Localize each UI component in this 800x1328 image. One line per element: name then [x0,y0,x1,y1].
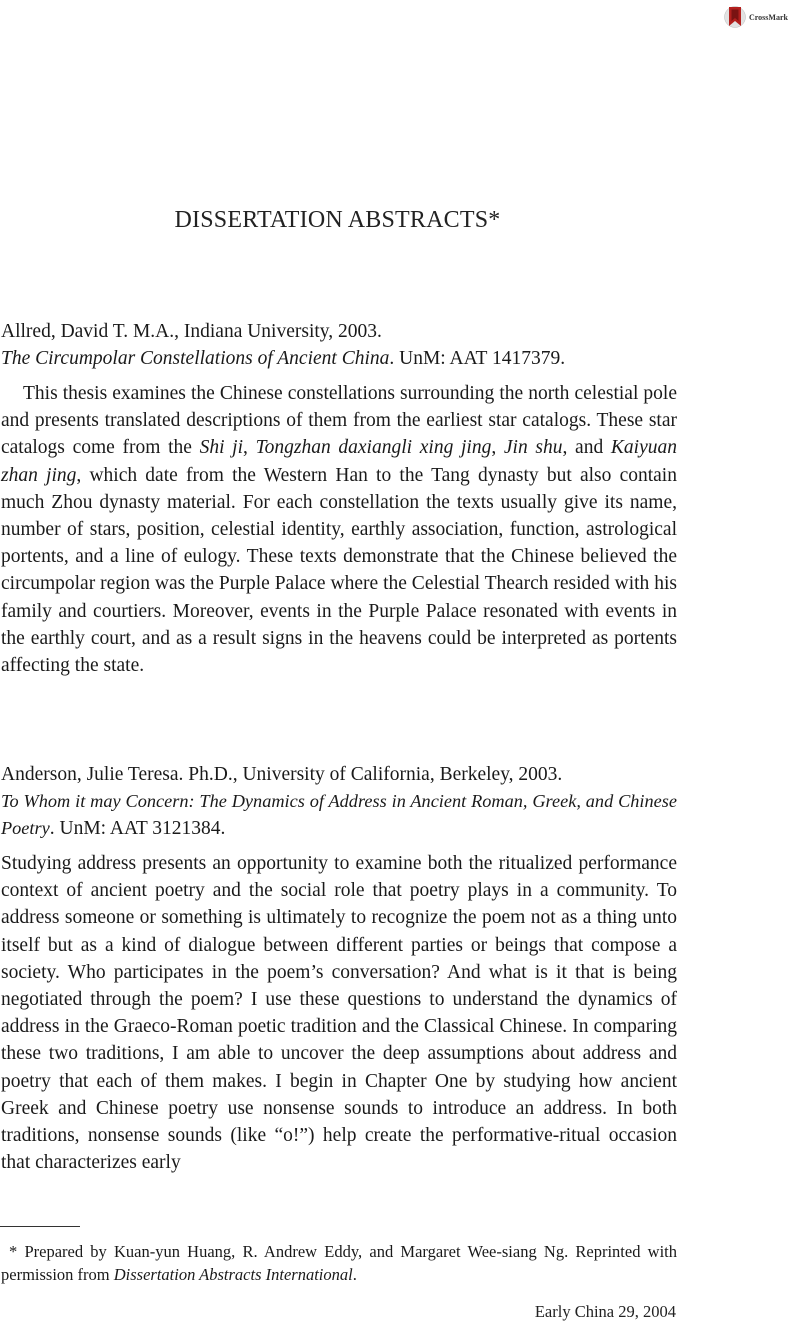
entry-author: Anderson, Julie Teresa. Ph.D., University of California, Berkeley, 2003. [1,764,563,785]
entry-citation: . UnM: AAT 1417379. [389,348,566,369]
page-footer: Early China 29, 2004 [534,1302,676,1321]
abstract-italic: Shi ji [199,437,244,459]
footnote-marker: * [9,1242,18,1261]
abstract-text: , [243,437,256,459]
entry-citation: . UnM: AAT 3121384. [49,818,226,839]
page-title: DISSERTATION ABSTRACTS* [174,207,501,233]
entry-title: To Whom it may Concern: The Dynamics of Address in Ancient Roman, Greek, and Chinese Poetry [1,791,677,838]
entry-title-line [1,345,677,372]
abstract-text: , which date from the Western Han to the Tang dynasty but also contain much Zhou dynasty material. For each constellation the texts usually give its name, number of stars, position, celestial identity, earthly association, function, astrological portents, and a line of eulogy. These texts demonstrate that the Chinese believed the circumpolar region was the Purple Palace where the Celestial Thearch resided with his family and courtiers. Moreover, events in the Purple Palace resonated with events in the earthly court, and as a result signs in the heavens could be interpreted as portents affecting the state. [1,464,677,677]
footnote [1,1240,677,1286]
footnote-end: . [352,1265,357,1284]
dissertation-entry [1,318,677,679]
entry-title: The Circumpolar Constellations of Ancient China [1,348,390,369]
abstract-text: , [491,437,504,459]
abstract-italic: Jin shu [503,437,563,459]
abstract-text: This thesis examines the Chinese constellations surrounding the north celestial pole and presents translated descriptions of them from the earliest star catalogs. These star catalogs come from the [1,383,677,459]
dissertation-entry [1,761,677,1176]
entry-abstract [1,380,677,679]
entry-title-line [1,788,677,842]
footnote-text: Prepared by Kuan-yun Huang, R. Andrew Eddy, and Margaret Wee-siang Ng. Reprinted with permission from [1,1242,677,1284]
abstract-italic: Tongzhan daxiangli xing jing [255,437,492,459]
crossmark-icon [724,4,746,30]
crossmark-badge[interactable] [724,4,788,30]
crossmark-label: CrossMark [749,12,788,22]
entry-author: Allred, David T. M.A., Indiana University, 2003. [1,321,382,342]
footnote-source: Dissertation Abstracts International [113,1265,353,1284]
abstract-text: , and [562,437,611,459]
abstract-italic: Kaiyuan zhan jing [1,437,677,486]
footnote-divider [0,1226,80,1227]
entry-abstract: Studying address presents an opportunity to examine both the ritualized performance context of ancient poetry and the social role that poetry plays in a community. To address someone or something is ultimately to recognize the poem not as a thing unto itself but as a kind of dialogue between different parties or beings that compose a society. Who participates in the poem’s conversation? And what is it that is being negotiated through the poem? I use these questions to understand the dynamics of address in the Graeco-Roman poetic tradition and the Classical Chinese. In comparing these two traditions, I am able to uncover the deep assumptions about address and poetry that each of them makes. I begin in Chapter One by studying how ancient Greek and Chinese poetry use nonsense sounds to introduce an address. In both traditions, nonsense sounds (like “o!”) help create the performative-ritual occasion that characterizes early [1,853,677,1174]
